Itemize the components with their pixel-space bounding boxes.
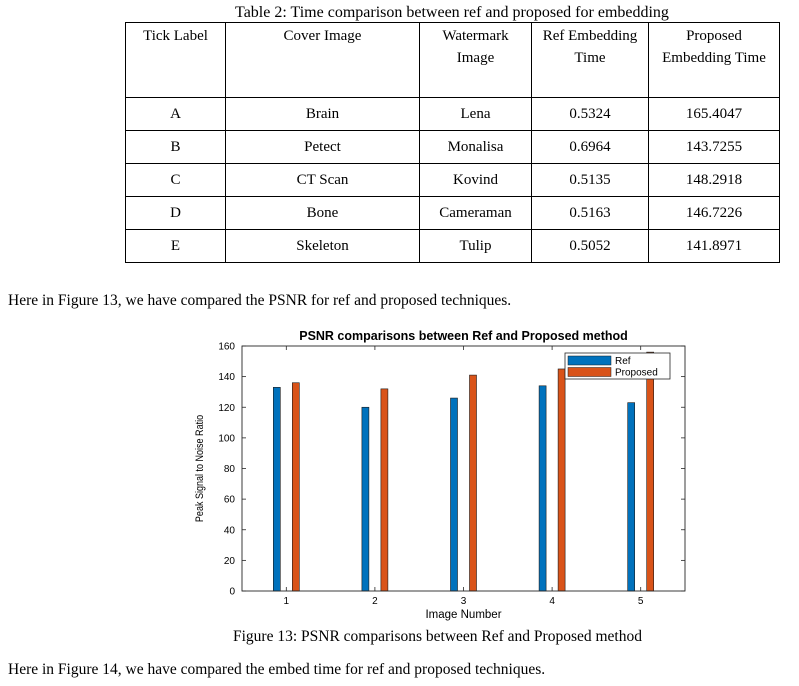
header-watermark-image: Watermark Image <box>420 23 532 98</box>
y-tick-label: 120 <box>218 402 235 414</box>
cell-tick-label: E <box>126 230 226 263</box>
header-cover-image: Cover Image <box>226 23 420 98</box>
bar-ref-1 <box>273 387 280 591</box>
header-proposed-embedding-time: Proposed Embedding Time <box>649 23 780 98</box>
paragraph-figure-13: Here in Figure 13, we have compared the PSNR for ref and proposed techniques. <box>8 292 512 309</box>
table-row <box>126 230 780 263</box>
legend-swatch-ref <box>568 356 611 365</box>
cell-ref-time: 0.5163 <box>532 197 649 230</box>
bar-ref-4 <box>539 386 546 591</box>
y-tick-label: 160 <box>218 341 235 353</box>
cell-watermark-image: Kovind <box>420 164 532 197</box>
paragraph-figure-14: Here in Figure 14, we have compared the embed time for ref and proposed techniques. <box>8 661 546 678</box>
x-tick-label: 3 <box>460 596 467 607</box>
table-row <box>126 197 780 230</box>
legend-swatch-proposed <box>568 368 611 377</box>
cell-tick-label: C <box>126 164 226 197</box>
cell-proposed-time: 148.2918 <box>649 164 780 197</box>
y-tick-label: 0 <box>229 586 235 598</box>
cell-cover-image: Skeleton <box>226 230 420 263</box>
cell-watermark-image: Tulip <box>420 230 532 263</box>
cell-cover-image: Bone <box>226 197 420 230</box>
cell-ref-time: 0.5324 <box>532 98 649 131</box>
cell-cover-image: Brain <box>226 98 420 131</box>
cell-cover-image: Petect <box>226 131 420 164</box>
y-tick-label: 40 <box>223 525 235 537</box>
header-ref-embedding-time: Ref Embedding Time <box>532 23 649 98</box>
x-tick-label: 1 <box>283 596 290 607</box>
y-tick-label: 140 <box>218 372 235 384</box>
legend-label-proposed: Proposed <box>615 367 658 379</box>
table-caption: Table 2: Time comparison between ref and proposed for embedding <box>235 4 669 21</box>
table-row <box>126 98 780 131</box>
y-tick-label: 20 <box>223 555 235 567</box>
cell-tick-label: A <box>126 98 226 131</box>
bar-proposed-3 <box>470 375 477 591</box>
table-header-row <box>126 23 780 98</box>
cell-proposed-time: 165.4047 <box>649 98 780 131</box>
cell-watermark-image: Cameraman <box>420 197 532 230</box>
cell-proposed-time: 143.7255 <box>649 131 780 164</box>
cell-tick-label: B <box>126 131 226 164</box>
y-tick-label: 80 <box>223 464 235 475</box>
cell-watermark-image: Lena <box>420 98 532 131</box>
bar-ref-2 <box>362 407 369 591</box>
cell-ref-time: 0.6964 <box>532 131 649 164</box>
cell-proposed-time: 146.7226 <box>649 197 780 230</box>
legend-label-ref: Ref <box>615 356 631 367</box>
time-comparison-table <box>125 22 780 263</box>
bar-proposed-1 <box>292 383 299 591</box>
header-tick-label: Tick Label <box>126 23 226 98</box>
psnr-bar-chart <box>190 327 690 623</box>
table-row <box>126 131 780 164</box>
x-tick-label: 4 <box>549 596 555 607</box>
cell-watermark-image: Monalisa <box>420 131 532 164</box>
x-axis-label: Image Number <box>425 609 502 621</box>
y-tick-label: 60 <box>223 494 235 506</box>
table-row <box>126 164 780 197</box>
bar-ref-5 <box>628 403 635 591</box>
cell-ref-time: 0.5052 <box>532 230 649 263</box>
y-axis-label: Peak Signal to Noise Ratio <box>194 414 207 523</box>
chart-title: PSNR comparisons between Ref and Proposed method <box>299 329 628 343</box>
y-tick-label: 100 <box>218 433 235 445</box>
bar-proposed-4 <box>558 369 565 591</box>
x-tick-label: 2 <box>372 596 378 607</box>
bar-proposed-2 <box>381 389 388 591</box>
bar-ref-3 <box>451 398 458 591</box>
cell-tick-label: D <box>126 197 226 230</box>
cell-ref-time: 0.5135 <box>532 164 649 197</box>
figure-caption: Figure 13: PSNR comparisons between Ref and Proposed method <box>233 628 642 645</box>
cell-cover-image: CT Scan <box>226 164 420 197</box>
cell-proposed-time: 141.8971 <box>649 230 780 263</box>
bar-proposed-5 <box>647 352 654 591</box>
plot-frame <box>242 346 685 591</box>
x-tick-label: 5 <box>637 596 644 607</box>
